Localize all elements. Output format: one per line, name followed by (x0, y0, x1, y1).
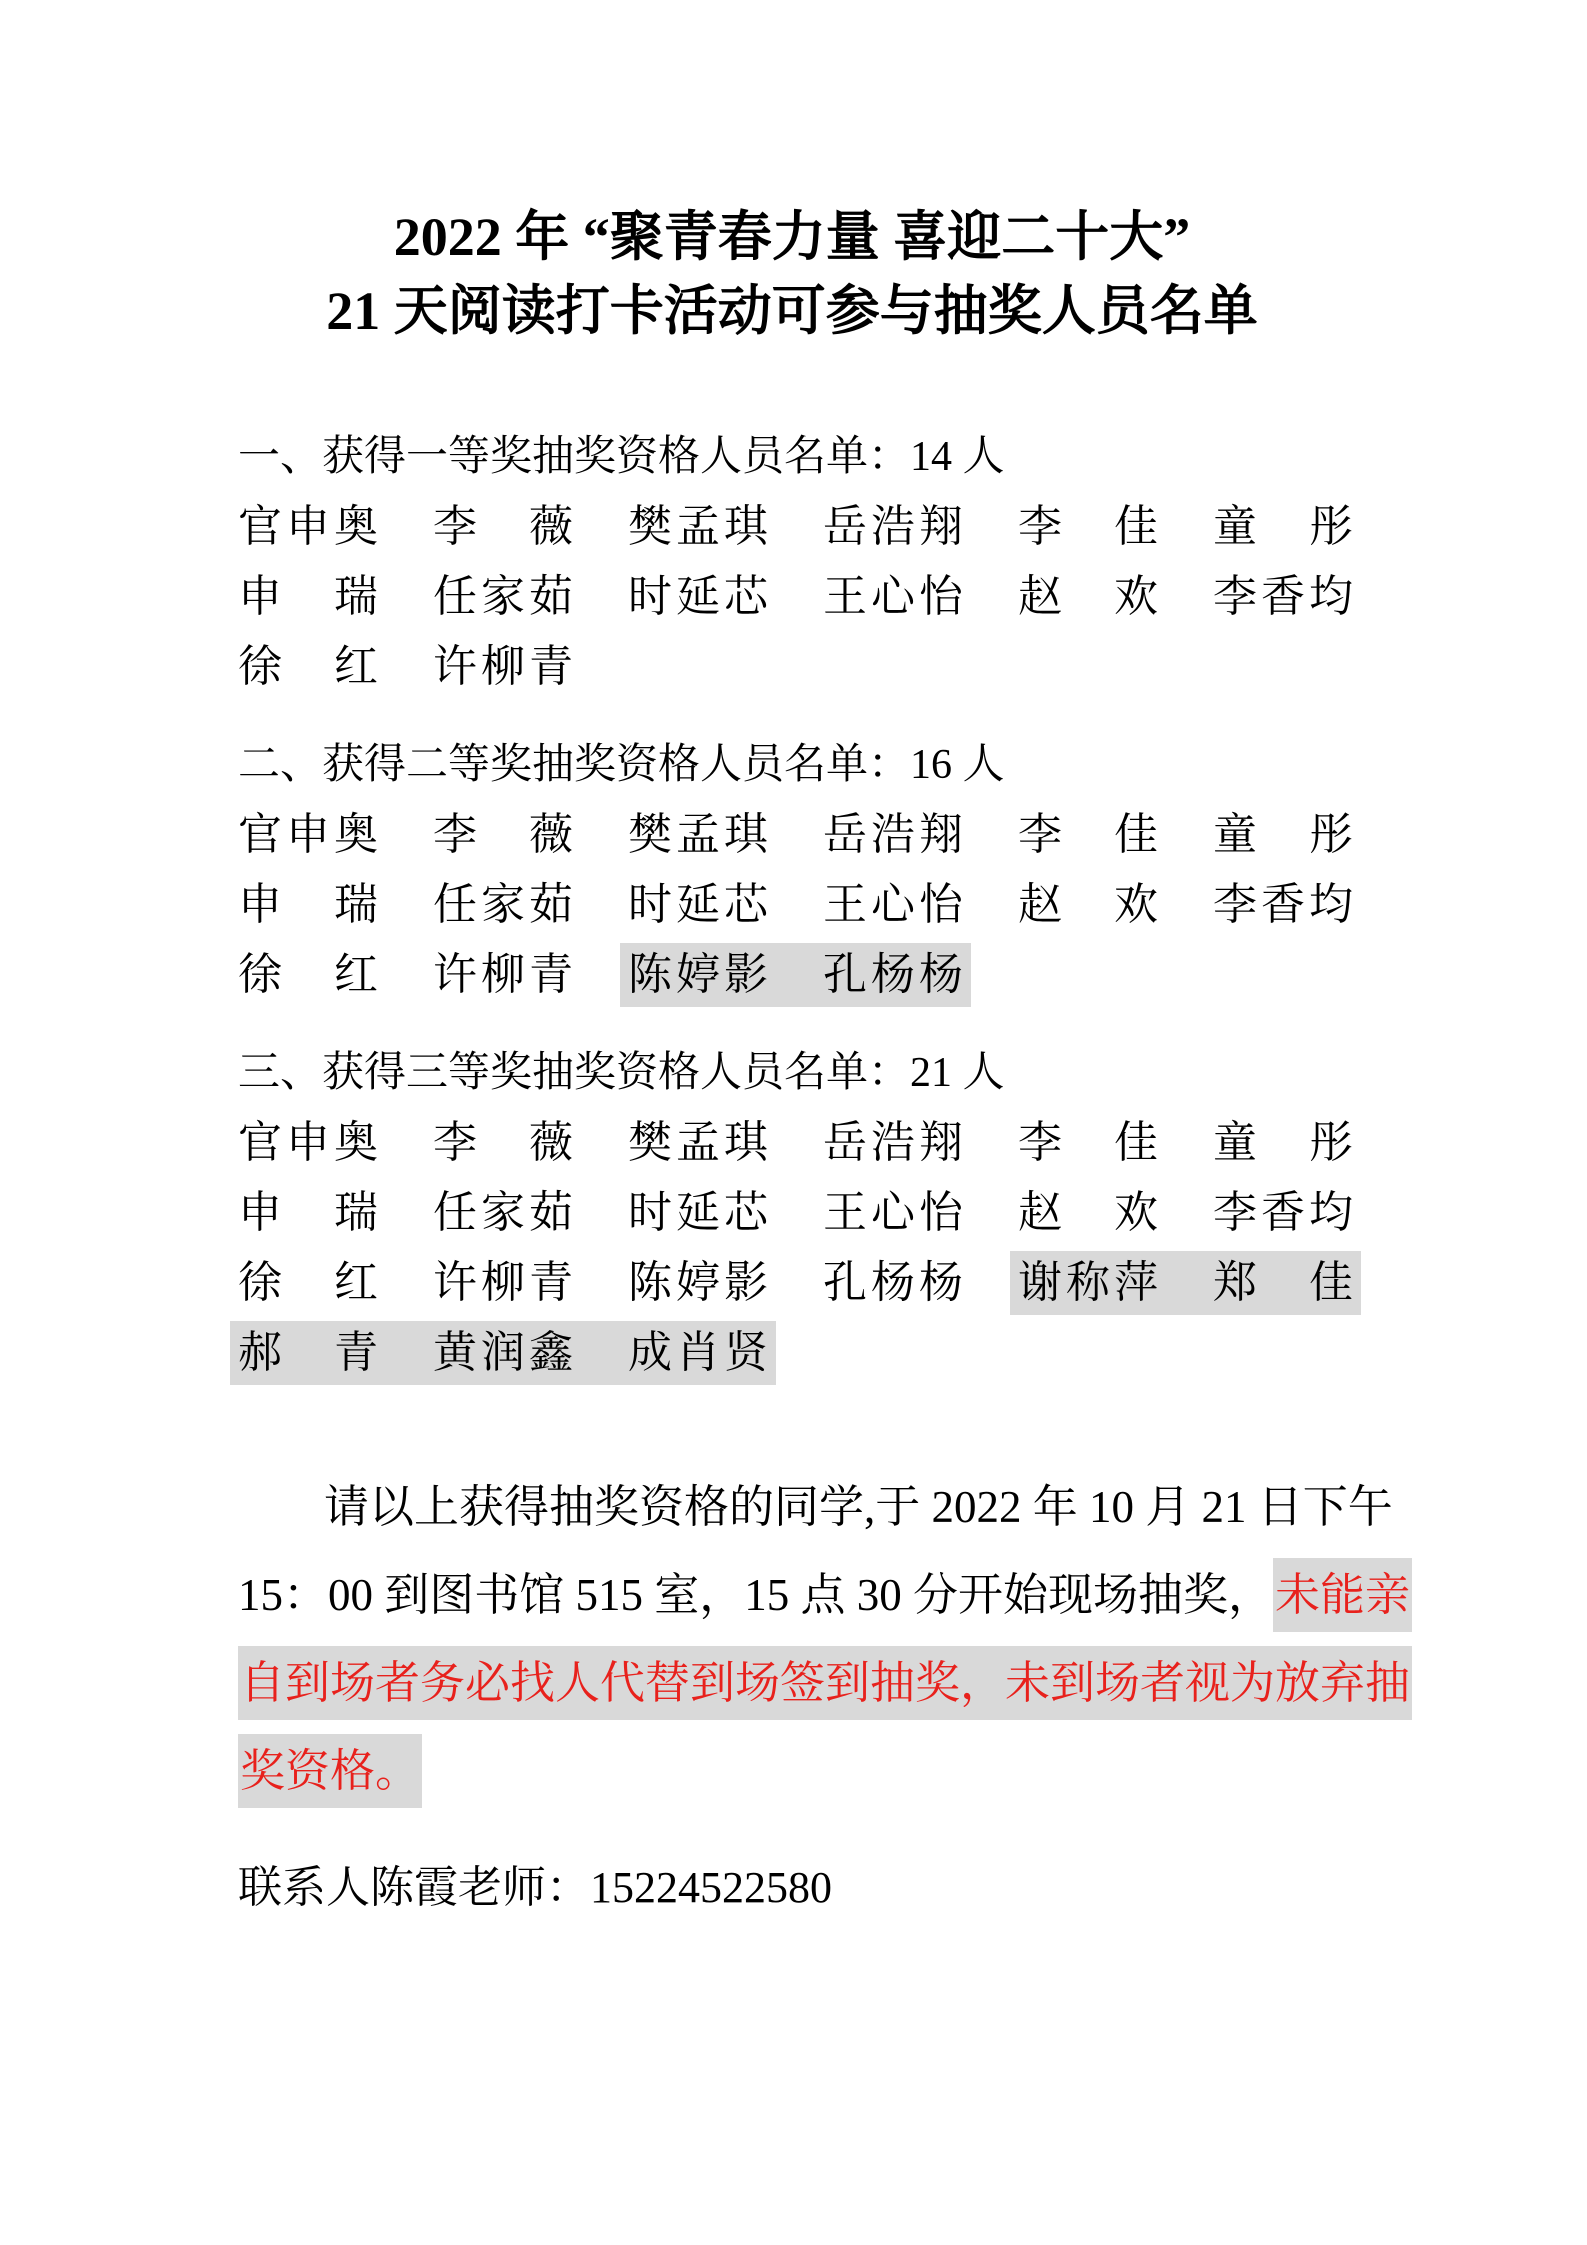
name-char: 任 (433, 1188, 477, 1237)
person-name (1018, 1108, 1213, 1178)
name-char: 童 (1213, 1118, 1257, 1167)
person-name (1018, 870, 1213, 940)
person-name (433, 800, 628, 870)
person-name (823, 562, 1018, 632)
person-name-text (238, 810, 378, 859)
person-name-text (628, 950, 768, 999)
name-char: 瑞 (334, 880, 378, 929)
name-char: 欢 (1114, 572, 1158, 621)
name-char: 王 (823, 880, 867, 929)
person-name-text (238, 950, 378, 999)
person-name (1018, 562, 1213, 632)
name-char: 青 (529, 642, 573, 691)
name-char: 奥 (334, 1118, 378, 1167)
name-char: 称 (1066, 1258, 1110, 1307)
name-char: 家 (481, 572, 525, 621)
person-name-text (433, 572, 573, 621)
person-name (823, 870, 1018, 940)
person-name-text (1018, 1188, 1158, 1237)
person-name (238, 940, 433, 1010)
name-char: 佳 (1309, 1258, 1353, 1307)
name-char: 翔 (919, 810, 963, 859)
person-name-text (1213, 572, 1353, 621)
person-name-text (238, 1118, 378, 1167)
name-row (238, 632, 1442, 702)
name-char: 王 (823, 1188, 867, 1237)
name-char: 均 (1309, 880, 1353, 929)
person-name-text (1018, 572, 1158, 621)
person-name-text (433, 642, 573, 691)
person-name (433, 1321, 628, 1385)
name-char: 茹 (529, 880, 573, 929)
name-char: 芯 (724, 572, 768, 621)
name-char: 孟 (676, 502, 720, 551)
person-name (1018, 1178, 1213, 1248)
notice-line (238, 1551, 1442, 1639)
name-char: 徐 (238, 642, 282, 691)
document-title (190, 200, 1394, 348)
person-name (823, 943, 963, 1007)
person-name (628, 800, 823, 870)
person-name-text (1018, 1118, 1158, 1167)
person-name-text (433, 1328, 573, 1377)
person-name (628, 1178, 823, 1248)
person-name (238, 1108, 433, 1178)
person-name (628, 1321, 768, 1385)
name-char: 赵 (1018, 1188, 1062, 1237)
notice-line (238, 1727, 1442, 1815)
person-name (1213, 1178, 1408, 1248)
name-char: 怡 (919, 572, 963, 621)
person-name-text (823, 1118, 963, 1167)
name-char: 贤 (724, 1328, 768, 1377)
name-char: 赵 (1018, 880, 1062, 929)
person-name-text (1018, 810, 1158, 859)
prize-section (238, 1038, 1442, 1388)
name-char: 茹 (529, 1188, 573, 1237)
name-char: 怡 (919, 1188, 963, 1237)
name-char: 翔 (919, 1118, 963, 1167)
person-name-text (238, 1258, 378, 1307)
name-char: 瑞 (334, 572, 378, 621)
name-char: 官 (238, 502, 282, 551)
person-name-text (238, 880, 378, 929)
person-name (238, 562, 433, 632)
name-char: 奥 (334, 810, 378, 859)
notice-line (238, 1639, 1442, 1727)
person-name (238, 870, 433, 940)
person-name-text (1213, 1258, 1353, 1307)
name-char: 童 (1213, 502, 1257, 551)
name-row (238, 492, 1442, 562)
prize-section (238, 730, 1442, 1010)
person-name-text (628, 572, 768, 621)
person-name-text (1213, 810, 1353, 859)
name-char: 香 (1261, 572, 1305, 621)
name-char: 家 (481, 880, 525, 929)
name-char: 心 (871, 880, 915, 929)
title-line-2: 21 天阅读打卡活动可参与抽奖人员名单 (326, 281, 1258, 341)
person-name-text (238, 1188, 378, 1237)
person-name (628, 870, 823, 940)
name-char: 杨 (871, 950, 915, 999)
name-char: 萍 (1114, 1258, 1158, 1307)
name-char: 徐 (238, 1258, 282, 1307)
name-char: 琪 (724, 1118, 768, 1167)
name-char: 芯 (724, 880, 768, 929)
name-char: 延 (676, 880, 720, 929)
person-name (823, 1108, 1018, 1178)
highlighted-names-group (620, 943, 971, 1007)
person-name (628, 492, 823, 562)
name-char: 申 (286, 1118, 330, 1167)
person-name (1213, 562, 1408, 632)
person-name-text (628, 502, 768, 551)
person-name-text (433, 502, 573, 551)
person-name (1018, 1251, 1213, 1315)
name-char: 杨 (871, 1258, 915, 1307)
person-name-text (1213, 880, 1353, 929)
name-char: 徐 (238, 950, 282, 999)
name-char: 官 (238, 1118, 282, 1167)
name-char: 李 (433, 810, 477, 859)
name-row (238, 1178, 1442, 1248)
name-char: 婷 (676, 950, 720, 999)
name-row (238, 1318, 1442, 1388)
name-char: 奥 (334, 502, 378, 551)
name-char: 影 (724, 950, 768, 999)
name-char: 许 (433, 950, 477, 999)
name-char: 翔 (919, 502, 963, 551)
name-char: 李 (433, 502, 477, 551)
sections (238, 422, 1442, 1388)
person-name (238, 1248, 433, 1318)
name-char: 孟 (676, 1118, 720, 1167)
name-char: 延 (676, 572, 720, 621)
notice-paragraph (238, 1463, 1442, 1815)
name-char: 瑞 (334, 1188, 378, 1237)
person-name (823, 1178, 1018, 1248)
person-name-text (823, 1188, 963, 1237)
name-char: 李 (433, 1118, 477, 1167)
name-row (238, 1248, 1442, 1318)
name-char: 谢 (1018, 1258, 1062, 1307)
highlighted-names-group (230, 1321, 776, 1385)
name-char: 童 (1213, 810, 1257, 859)
person-name (628, 943, 823, 1007)
prize-section (238, 422, 1442, 702)
name-char: 杨 (919, 950, 963, 999)
person-name-text (238, 572, 378, 621)
name-char: 樊 (628, 502, 672, 551)
person-name (433, 562, 628, 632)
name-char: 李 (1018, 1118, 1062, 1167)
person-name-text (628, 810, 768, 859)
person-name (628, 1248, 823, 1318)
person-name-text (433, 1188, 573, 1237)
name-char: 岳 (823, 810, 867, 859)
person-name-text (433, 880, 573, 929)
name-char: 申 (286, 810, 330, 859)
name-row (238, 940, 1442, 1010)
person-name (1213, 1251, 1353, 1315)
name-char: 时 (628, 1188, 672, 1237)
person-name-text (823, 572, 963, 621)
name-row (238, 1108, 1442, 1178)
name-char: 任 (433, 572, 477, 621)
name-char: 家 (481, 1188, 525, 1237)
name-char: 郑 (1213, 1258, 1257, 1307)
name-char: 肖 (676, 1328, 720, 1377)
person-name-text (433, 810, 573, 859)
name-char: 杨 (919, 1258, 963, 1307)
person-name-text (823, 950, 963, 999)
name-char: 琪 (724, 810, 768, 859)
person-name-text (628, 1258, 768, 1307)
name-char: 润 (481, 1328, 525, 1377)
name-char: 香 (1261, 1188, 1305, 1237)
person-name-text (1213, 1118, 1353, 1167)
name-row (238, 800, 1442, 870)
name-char: 香 (1261, 880, 1305, 929)
person-name-text (238, 1328, 378, 1377)
name-char: 许 (433, 1258, 477, 1307)
name-char: 申 (238, 572, 282, 621)
person-name-text (823, 1258, 963, 1307)
name-char: 薇 (529, 1118, 573, 1167)
person-name (1213, 1108, 1408, 1178)
person-name-text (238, 502, 378, 551)
person-name (823, 1248, 1018, 1318)
name-char: 樊 (628, 1118, 672, 1167)
contact-line: 联系人陈霞老师：15224522580 (238, 1863, 832, 1912)
name-char: 青 (529, 1258, 573, 1307)
name-char: 青 (334, 1328, 378, 1377)
person-name (628, 562, 823, 632)
name-char: 成 (628, 1328, 672, 1377)
name-char: 任 (433, 880, 477, 929)
notice-text-segment: 请以上获得抽奖资格的同学,于 2022 年 10 月 21 日下午 (324, 1482, 1393, 1532)
name-char: 李 (1213, 880, 1257, 929)
name-char: 影 (724, 1258, 768, 1307)
person-name (1213, 870, 1408, 940)
name-char: 延 (676, 1188, 720, 1237)
notice-line (238, 1463, 1442, 1551)
name-char: 红 (334, 1258, 378, 1307)
person-name (238, 1321, 433, 1385)
name-char: 赵 (1018, 572, 1062, 621)
name-char: 琪 (724, 502, 768, 551)
name-char: 均 (1309, 1188, 1353, 1237)
name-char: 申 (238, 880, 282, 929)
name-char: 陈 (628, 1258, 672, 1307)
person-name (433, 1108, 628, 1178)
name-char: 芯 (724, 1188, 768, 1237)
person-name (238, 632, 433, 702)
name-char: 郝 (238, 1328, 282, 1377)
name-char: 彤 (1309, 502, 1353, 551)
person-name-text (1213, 1188, 1353, 1237)
person-name (238, 800, 433, 870)
warning-text-segment: 自到场者务必找人代替到场签到抽奖，未到场者视为放弃抽 (238, 1646, 1412, 1720)
name-char: 浩 (871, 502, 915, 551)
person-name-text (1018, 880, 1158, 929)
name-char: 青 (529, 950, 573, 999)
name-char: 黄 (433, 1328, 477, 1377)
notice-text-segment: 15：00 到图书馆 515 室，15 点 30 分开始现场抽奖， (238, 1570, 1274, 1620)
section-heading: 三、获得三等奖抽奖资格人员名单：21 人 (238, 1050, 1005, 1096)
person-name (238, 492, 433, 562)
person-name (823, 492, 1018, 562)
section-heading: 二、获得二等奖抽奖资格人员名单：16 人 (238, 742, 1005, 788)
warning-text-segment: 未能亲 (1273, 1558, 1412, 1632)
name-char: 柳 (481, 950, 525, 999)
person-name (433, 870, 628, 940)
person-name-text (628, 1328, 768, 1377)
name-char: 浩 (871, 810, 915, 859)
name-char: 心 (871, 572, 915, 621)
section-heading: 一、获得一等奖抽奖资格人员名单：14 人 (238, 434, 1005, 480)
name-char: 彤 (1309, 1118, 1353, 1167)
title-line-1: 2022 年 “聚青春力量 喜迎二十大” (393, 207, 1191, 267)
name-char: 孟 (676, 810, 720, 859)
name-char: 浩 (871, 1118, 915, 1167)
name-char: 柳 (481, 642, 525, 691)
person-name-text (628, 880, 768, 929)
name-char: 佳 (1114, 810, 1158, 859)
person-name-text (238, 642, 378, 691)
name-row (238, 562, 1442, 632)
person-name (628, 1108, 823, 1178)
name-char: 时 (628, 880, 672, 929)
name-char: 申 (286, 502, 330, 551)
person-name (823, 800, 1018, 870)
highlighted-names-group (1010, 1251, 1361, 1315)
name-char: 孔 (823, 950, 867, 999)
name-char: 李 (1018, 502, 1062, 551)
person-name-text (1018, 502, 1158, 551)
name-char: 陈 (628, 950, 672, 999)
name-char: 佳 (1114, 502, 1158, 551)
person-name (433, 1248, 628, 1318)
person-name-text (628, 1118, 768, 1167)
name-char: 薇 (529, 502, 573, 551)
person-name (433, 632, 628, 702)
person-name (1018, 492, 1213, 562)
person-name-text (823, 502, 963, 551)
name-char: 孔 (823, 1258, 867, 1307)
person-name (1213, 800, 1408, 870)
name-char: 欢 (1114, 880, 1158, 929)
name-row (238, 870, 1442, 940)
person-name-text (628, 1188, 768, 1237)
person-name (433, 492, 628, 562)
person-name (433, 1178, 628, 1248)
person-name (433, 940, 628, 1010)
name-char: 佳 (1114, 1118, 1158, 1167)
person-name (238, 1178, 433, 1248)
name-char: 欢 (1114, 1188, 1158, 1237)
name-char: 均 (1309, 572, 1353, 621)
name-char: 李 (1018, 810, 1062, 859)
name-char: 红 (334, 642, 378, 691)
name-char: 申 (238, 1188, 282, 1237)
person-name (1213, 492, 1408, 562)
name-char: 心 (871, 1188, 915, 1237)
name-char: 茹 (529, 572, 573, 621)
name-char: 彤 (1309, 810, 1353, 859)
person-name-text (823, 810, 963, 859)
name-char: 鑫 (529, 1328, 573, 1377)
name-char: 李 (1213, 572, 1257, 621)
name-char: 柳 (481, 1258, 525, 1307)
name-char: 时 (628, 572, 672, 621)
name-char: 李 (1213, 1188, 1257, 1237)
person-name-text (433, 950, 573, 999)
person-name-text (1213, 502, 1353, 551)
name-char: 王 (823, 572, 867, 621)
name-char: 怡 (919, 880, 963, 929)
name-char: 红 (334, 950, 378, 999)
person-name-text (433, 1118, 573, 1167)
person-name-text (433, 1258, 573, 1307)
name-char: 岳 (823, 502, 867, 551)
name-char: 官 (238, 810, 282, 859)
name-char: 樊 (628, 810, 672, 859)
person-name (1018, 800, 1213, 870)
name-char: 许 (433, 642, 477, 691)
warning-text-segment: 奖资格。 (238, 1734, 422, 1808)
name-char: 薇 (529, 810, 573, 859)
person-name-text (1018, 1258, 1158, 1307)
name-char: 婷 (676, 1258, 720, 1307)
person-name-text (823, 880, 963, 929)
name-char: 岳 (823, 1118, 867, 1167)
